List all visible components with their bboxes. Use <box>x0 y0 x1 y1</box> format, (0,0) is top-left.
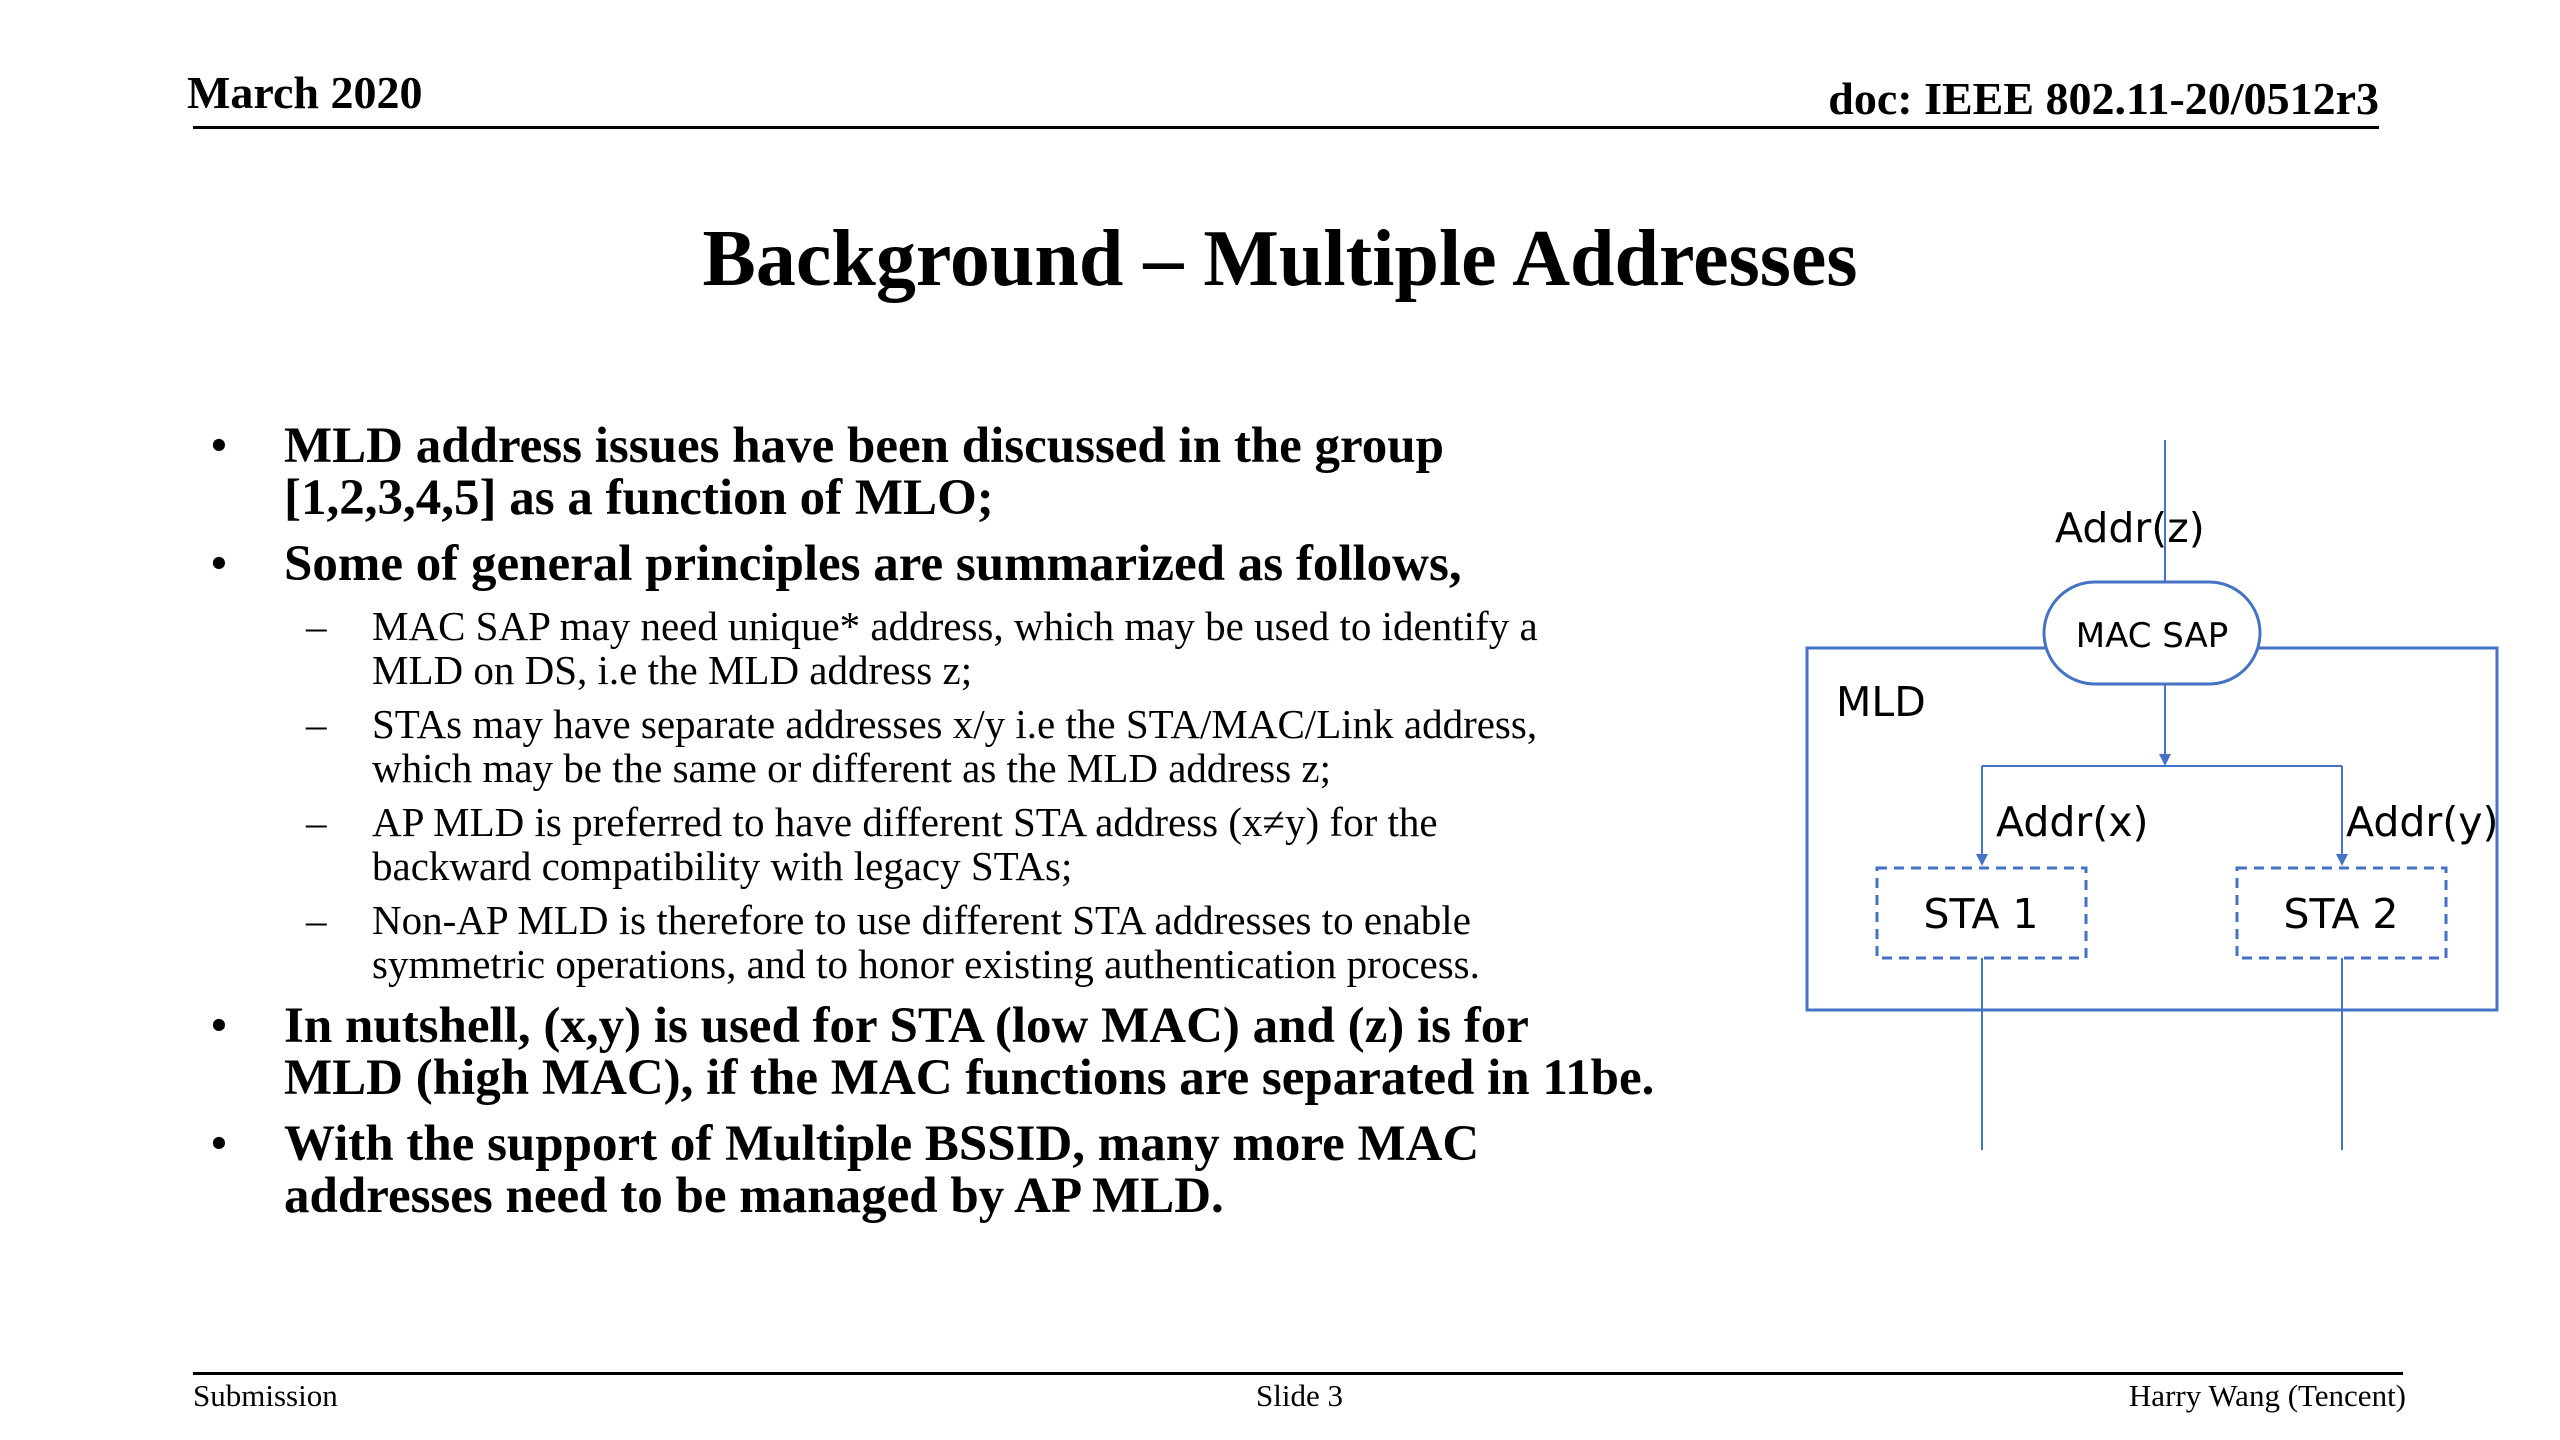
sub-bullet-item <box>200 604 1760 692</box>
sub-bullet-line: which may be the same or different as the MLD address z; <box>372 745 1332 791</box>
slide-content <box>200 420 1760 1236</box>
footer-divider <box>193 1372 2403 1375</box>
bullet-line: addresses need to be managed by AP MLD. <box>284 1168 1224 1224</box>
sub-bullet-item <box>200 702 1760 790</box>
mac-sap-label: MAC SAP <box>2075 616 2229 656</box>
footer-author: Harry Wang (Tencent) <box>2128 1378 2406 1413</box>
bullet-item <box>200 538 1760 590</box>
header-doc-id: doc: IEEE 802.11-20/0512r3 <box>1828 73 2379 124</box>
footer-submission: Submission <box>193 1378 338 1413</box>
sub-bullet-line: MAC SAP may need unique* address, which may be used to identify a <box>372 603 1538 649</box>
footer-slide-number: Slide 3 <box>1256 1378 1343 1413</box>
slide-title: Background – Multiple Addresses <box>702 215 1858 303</box>
sub-bullet-line: symmetric operations, and to honor existing authentication process. <box>372 941 1480 987</box>
sta1-label: STA 1 <box>1923 890 2039 938</box>
header-date: March 2020 <box>187 67 423 118</box>
mld-label: MLD <box>1836 678 1926 726</box>
sub-bullet-item <box>200 898 1760 986</box>
bullet-item <box>200 1000 1760 1104</box>
sub-bullet-line: STAs may have separate addresses x/y i.e the STA/MAC/Link address, <box>372 701 1538 747</box>
sub-bullet-item <box>200 800 1760 888</box>
bullet-line: With the support of Multiple BSSID, many more MAC <box>284 1116 1480 1172</box>
bullet-line: In nutshell, (x,y) is used for STA (low MAC) and (z) is for <box>284 998 1529 1054</box>
bullet-line: MLD (high MAC), if the MAC functions are separated in 11be. <box>284 1050 1655 1106</box>
bullet-item <box>200 1118 1760 1222</box>
sta2-label: STA 2 <box>2283 890 2399 938</box>
sub-bullet-line: AP MLD is preferred to have different STA address (x≠y) for the <box>372 799 1438 845</box>
bullet-mark: • <box>210 418 228 474</box>
sub-bullet-line: Non-AP MLD is therefore to use different STA addresses to enable <box>372 897 1471 943</box>
sub-bullet-mark: – <box>306 799 327 845</box>
sub-bullet-list <box>200 604 1760 986</box>
bullet-line: [1,2,3,4,5] as a function of MLO; <box>284 470 994 526</box>
mld-address-diagram <box>1790 430 2520 1160</box>
sub-bullet-line: MLD on DS, i.e the MLD address z; <box>372 647 973 693</box>
sub-bullet-mark: – <box>306 897 327 943</box>
sub-bullet-mark: – <box>306 701 327 747</box>
bullet-mark: • <box>210 1116 228 1172</box>
addr-z-label: Addr(z) <box>2055 504 2205 552</box>
addr-x-label: Addr(x) <box>1996 798 2149 846</box>
sub-bullet-mark: – <box>306 603 327 649</box>
addr-y-label: Addr(y) <box>2346 798 2499 846</box>
bullet-mark: • <box>210 536 228 592</box>
sub-bullet-line: backward compatibility with legacy STAs; <box>372 843 1073 889</box>
bullet-mark: • <box>210 998 228 1054</box>
bullet-line: Some of general principles are summarized as follows, <box>284 536 1462 592</box>
header-divider <box>193 126 2379 129</box>
bullet-item <box>200 420 1760 524</box>
bullet-line: MLD address issues have been discussed in the group <box>284 418 1445 474</box>
